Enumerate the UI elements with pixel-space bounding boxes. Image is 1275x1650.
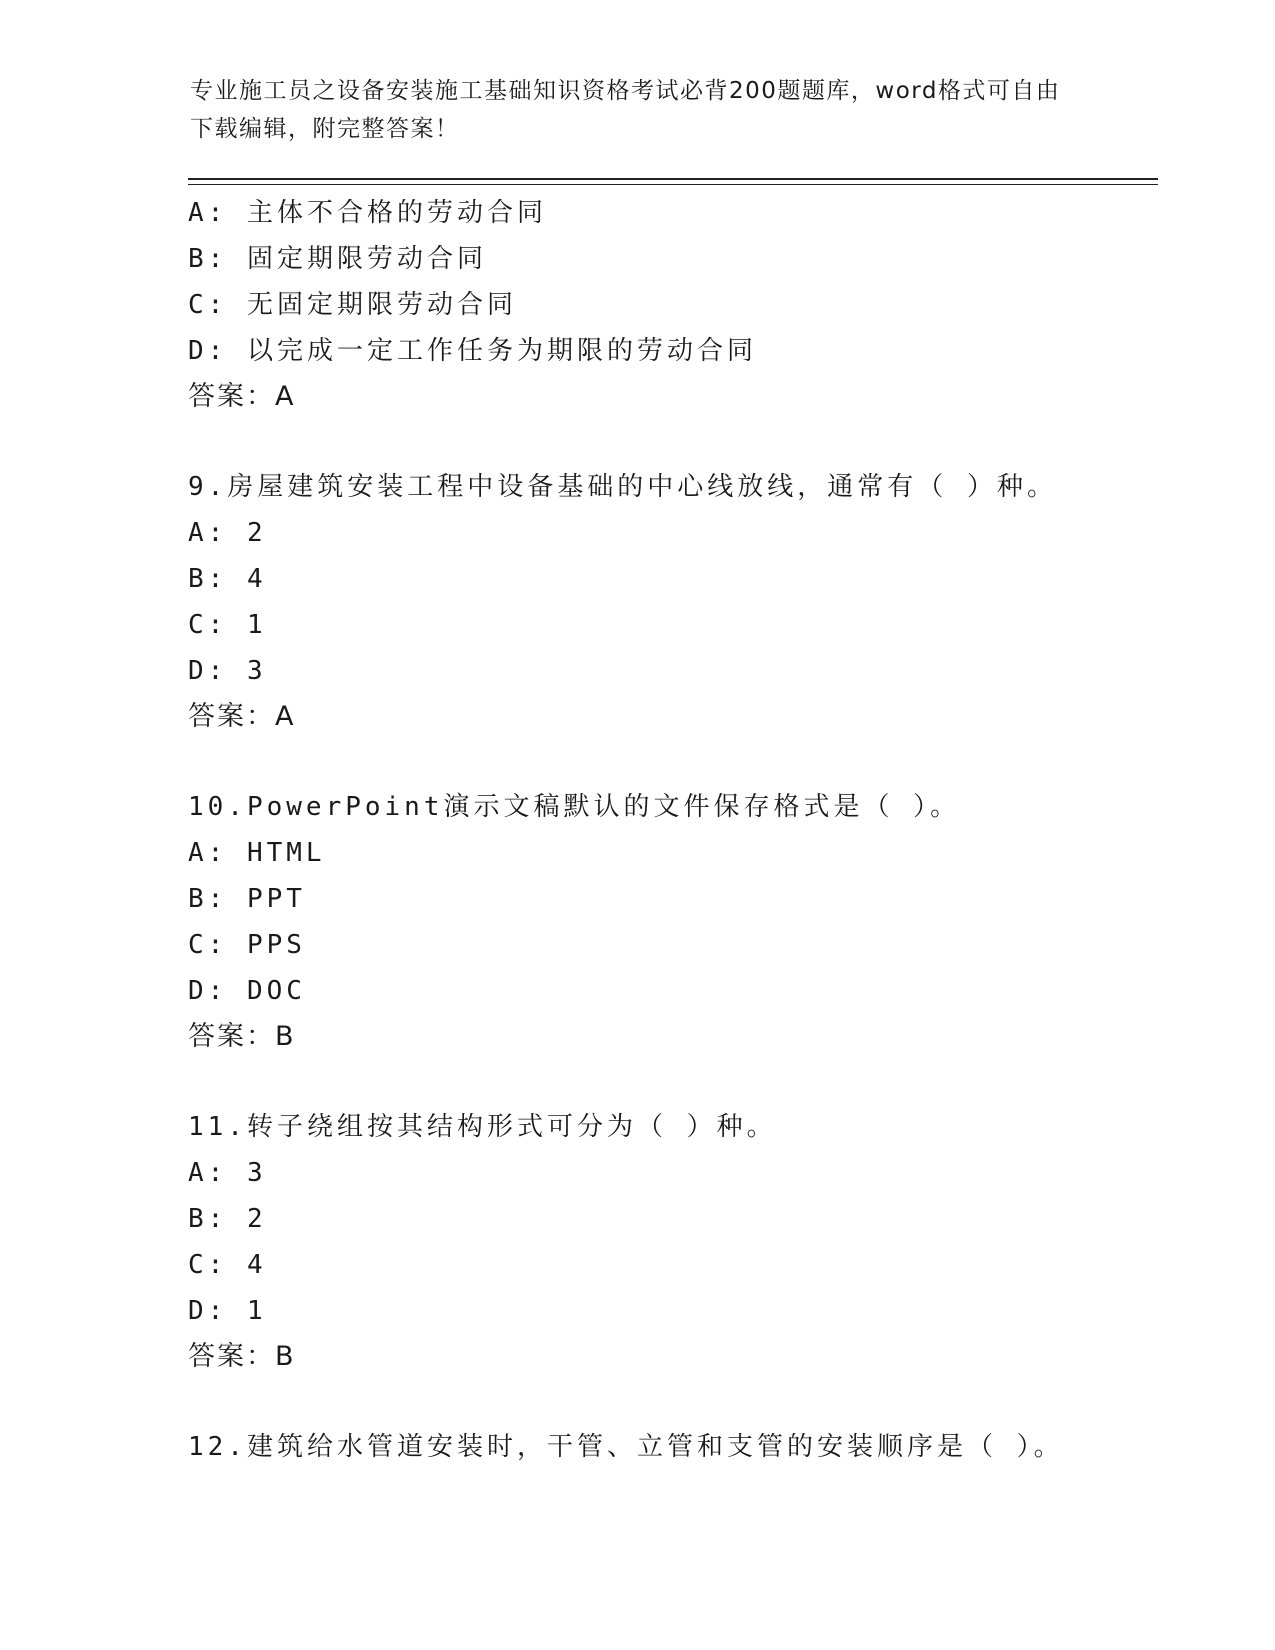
option-d: D: DOC: [188, 976, 306, 1006]
question-text: 12.建筑给水管道安装时，干管、立管和支管的安装顺序是（ ）。: [188, 1432, 1064, 1462]
header-line-1: 专业施工员之设备安装施工基础知识资格考试必背200题题库，word格式可自由: [190, 78, 1061, 104]
question-12: [188, 1424, 1168, 1470]
option-a: A: 主体不合格的劳动合同: [188, 198, 547, 228]
question-list: [188, 190, 1168, 1470]
option-c: C: 4: [188, 1250, 267, 1280]
question-text: 10.PowerPoint演示文稿默认的文件保存格式是（ ）。: [188, 792, 961, 822]
answer: 答案：A: [188, 381, 296, 412]
question-8: [188, 190, 1168, 420]
answer: 答案：B: [188, 1341, 296, 1372]
option-b: B: 2: [188, 1204, 267, 1234]
spacer: [188, 740, 1168, 784]
option-c: C: 无固定期限劳动合同: [188, 290, 517, 320]
option-d: D: 3: [188, 656, 267, 686]
header-rule-thick: [188, 178, 1158, 180]
answer: 答案：B: [188, 1021, 296, 1052]
question-11: [188, 1104, 1168, 1380]
option-a: A: 3: [188, 1158, 267, 1188]
option-b: B: 4: [188, 564, 267, 594]
header-line-2: 下载编辑，附完整答案！: [190, 116, 460, 142]
option-b: B: 固定期限劳动合同: [188, 244, 487, 274]
option-c: C: 1: [188, 610, 267, 640]
question-text: 9.房屋建筑安装工程中设备基础的中心线放线，通常有（ ）种。: [188, 472, 1057, 502]
option-c: C: PPS: [188, 930, 306, 960]
option-a: A: 2: [188, 518, 267, 548]
spacer: [188, 1060, 1168, 1104]
spacer: [188, 420, 1168, 464]
spacer: [188, 1380, 1168, 1424]
option-d: D: 1: [188, 1296, 267, 1326]
header-rule-thin: [188, 184, 1158, 185]
question-9: [188, 464, 1168, 740]
answer: 答案：A: [188, 701, 296, 732]
option-a: A: HTML: [188, 838, 326, 868]
question-10: [188, 784, 1168, 1060]
document-header: [190, 72, 1070, 148]
option-b: B: PPT: [188, 884, 306, 914]
question-text: 11.转子绕组按其结构形式可分为（ ）种。: [188, 1112, 777, 1142]
option-d: D: 以完成一定工作任务为期限的劳动合同: [188, 336, 757, 366]
